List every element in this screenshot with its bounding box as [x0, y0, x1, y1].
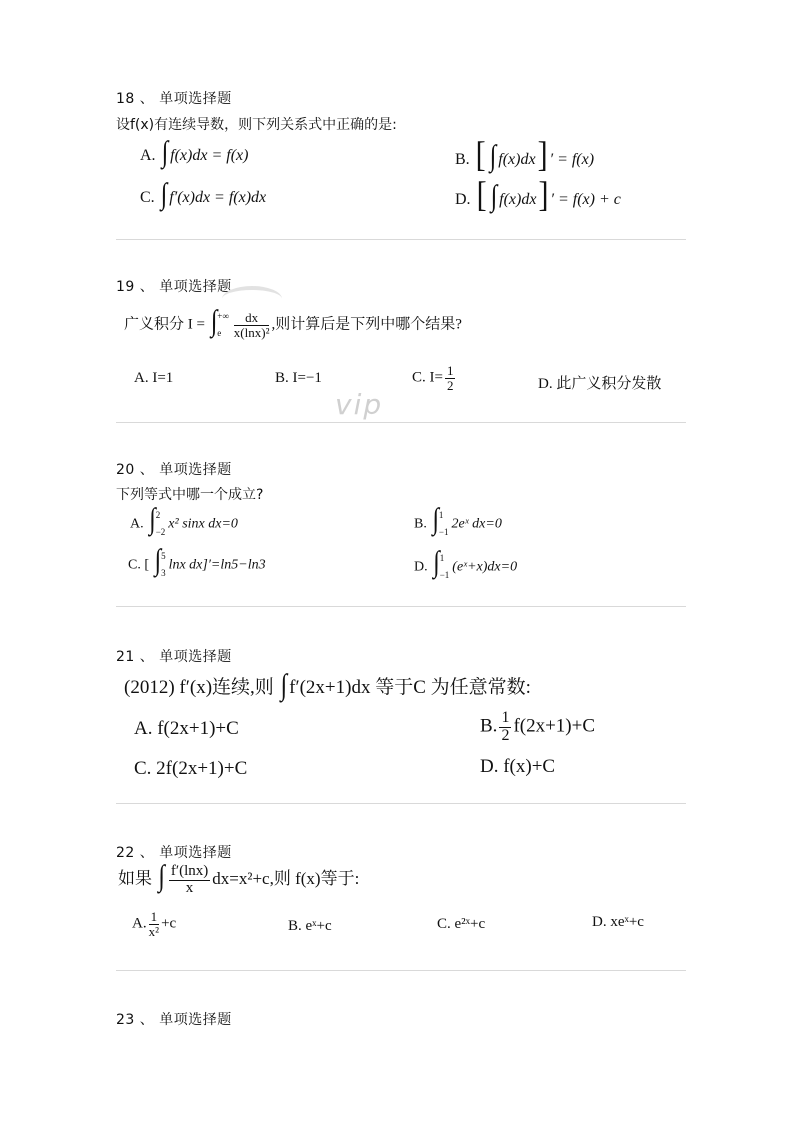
- q22-option-b: B. eˣ+c: [288, 918, 332, 934]
- q19-option-b: B. I=−1: [275, 370, 322, 386]
- q19-stem-lead: 广义积分 I =: [124, 316, 205, 333]
- option-label: C.: [140, 189, 155, 206]
- q21-option-d: D. f(x)+C: [480, 756, 556, 777]
- upper-limit: 1: [438, 510, 444, 520]
- upper-limit: +∞: [217, 311, 229, 321]
- denominator: x: [185, 879, 194, 896]
- bracket-close: ]: [537, 134, 548, 175]
- integral-symbol: ∫: [280, 669, 288, 703]
- q21-opt-b-fraction: [499, 710, 511, 745]
- upper-limit: 2: [155, 510, 161, 520]
- divider: [116, 803, 686, 804]
- option-label: B.: [414, 516, 427, 532]
- q20-option-d: [414, 546, 518, 584]
- q20-opt-b-expr: 2eˣ dx=0: [451, 516, 502, 532]
- q18-opt-d-rhs: ′ = f(x) + c: [550, 191, 621, 208]
- option-label: D.: [414, 559, 428, 575]
- q22-opt-a-expr: +c: [161, 915, 177, 932]
- integral-symbol: ∫: [158, 860, 165, 894]
- q18-opt-b-expr: f(x)dx: [498, 151, 536, 168]
- denominator: x²: [148, 923, 160, 939]
- q18-option-d: [455, 174, 621, 215]
- integral-limits: [439, 507, 449, 541]
- numerator: f′(lnx): [170, 863, 209, 879]
- q20-opt-c-expr: lnx dx]′=ln5−ln3: [168, 557, 266, 573]
- lower-limit: −1: [438, 527, 449, 538]
- option-label: A.: [132, 915, 147, 932]
- lower-limit: 3: [161, 568, 166, 579]
- lower-limit: −2: [155, 527, 166, 538]
- q22-option-c: C. e²ˣ+c: [437, 916, 486, 932]
- q19-fraction: [234, 311, 270, 339]
- q22-stem-tail: dx=x²+c,则 f(x)等于:: [212, 869, 360, 889]
- q18-option-c: [140, 178, 267, 212]
- q19-option-d: D. 此广义积分发散: [538, 376, 662, 392]
- q18-opt-d-expr: f(x)dx: [499, 191, 537, 208]
- upper-limit: 5: [161, 551, 166, 561]
- integral-symbol: ∫: [161, 136, 169, 170]
- q20-option-b: [414, 503, 502, 541]
- divider: [116, 606, 686, 607]
- integral-symbol: ∫: [432, 503, 439, 537]
- q21-opt-b-expr: f(2x+1)+C: [513, 715, 596, 737]
- option-label: C. [: [128, 557, 149, 573]
- denominator: x(lnx)²: [233, 324, 270, 340]
- numerator: 1: [150, 909, 158, 924]
- q21-option-a: A. f(2x+1)+C: [134, 718, 239, 739]
- option-label: A.: [140, 147, 156, 164]
- q20-opt-a-expr: x² sinx dx=0: [168, 516, 238, 532]
- divider: [116, 970, 686, 971]
- q19-opt-c-lead: C. I=: [412, 369, 443, 386]
- lower-limit: e: [217, 328, 222, 339]
- divider: [116, 239, 686, 240]
- q20-option-c: [128, 544, 266, 582]
- q19-option-c: [412, 364, 457, 392]
- q18-opt-c-expr: f′(x)dx = f(x)dx: [169, 189, 267, 206]
- integral-symbol: ∫: [160, 178, 168, 212]
- q22-stem-lead: 如果: [118, 869, 152, 889]
- option-label: D.: [455, 191, 471, 208]
- q19-stem: [124, 305, 462, 342]
- q19-opt-c-fraction: [445, 364, 456, 392]
- watermark-text: vip: [335, 388, 384, 421]
- numerator: 1: [501, 709, 510, 726]
- q20-option-a: [130, 503, 238, 541]
- integral-symbol: ∫: [210, 305, 218, 338]
- numerator: 1: [446, 363, 454, 378]
- q20-header: 20 、 单项选择题: [116, 462, 232, 478]
- q19-stem-tail: ,则计算后是下列中哪个结果?: [271, 316, 462, 333]
- q21-stem-lead: (2012) f′(x)连续,则: [124, 677, 274, 698]
- q23-header: 23 、 单项选择题: [116, 1012, 232, 1028]
- bracket-open: [: [475, 134, 486, 175]
- q22-option-d: D. xeˣ+c: [592, 914, 644, 930]
- option-label: A.: [130, 516, 144, 532]
- q21-header: 21 、 单项选择题: [116, 649, 232, 665]
- q22-opt-a-fraction: [149, 910, 160, 938]
- q22-stem: [118, 860, 360, 897]
- q18-opt-b-rhs: ′ = f(x): [549, 151, 595, 168]
- q18-option-b: [455, 134, 595, 175]
- q21-option-c: C. 2f(2x+1)+C: [134, 758, 248, 779]
- upper-limit: 1: [439, 553, 445, 563]
- q18-header: 18 、 单项选择题: [116, 91, 232, 107]
- q18-opt-a-expr: f(x)dx = f(x): [170, 147, 249, 164]
- integral-limits: [156, 507, 166, 541]
- q19-option-a: A. I=1: [134, 370, 174, 386]
- integral-limits: [217, 308, 229, 342]
- q21-stem-tail: f′(2x+1)dx 等于C 为任意常数:: [289, 677, 531, 698]
- bracket-close: ]: [538, 174, 549, 215]
- divider: [116, 422, 686, 423]
- q22-option-a: [132, 910, 176, 938]
- q22-header: 22 、 单项选择题: [116, 845, 232, 861]
- q20-opt-d-expr: (eˣ+x)dx=0: [452, 559, 518, 575]
- q18-stem: 设f(x)有连续导数，则下列关系式中正确的是:: [116, 117, 397, 133]
- denominator: 2: [501, 726, 510, 744]
- integral-limits: [161, 548, 166, 582]
- integral-symbol: ∫: [149, 503, 156, 537]
- q20-stem: 下列等式中哪一个成立?: [116, 487, 264, 503]
- denominator: 2: [446, 377, 454, 393]
- option-label: B.: [455, 151, 470, 168]
- integral-symbol: ∫: [490, 180, 498, 214]
- q22-fraction: [169, 864, 210, 897]
- integral-limits: [440, 550, 450, 584]
- integral-symbol: ∫: [489, 140, 497, 174]
- lower-limit: −1: [439, 570, 450, 581]
- integral-symbol: ∫: [433, 546, 440, 580]
- q18-option-a: [140, 136, 249, 170]
- q21-stem: [124, 669, 531, 703]
- numerator: dx: [234, 311, 270, 326]
- bracket-open: [: [476, 174, 487, 215]
- q21-option-b: [480, 710, 595, 745]
- option-label: B.: [480, 715, 498, 737]
- integral-symbol: ∫: [154, 544, 162, 578]
- q19-header: 19 、 单项选择题: [116, 279, 232, 295]
